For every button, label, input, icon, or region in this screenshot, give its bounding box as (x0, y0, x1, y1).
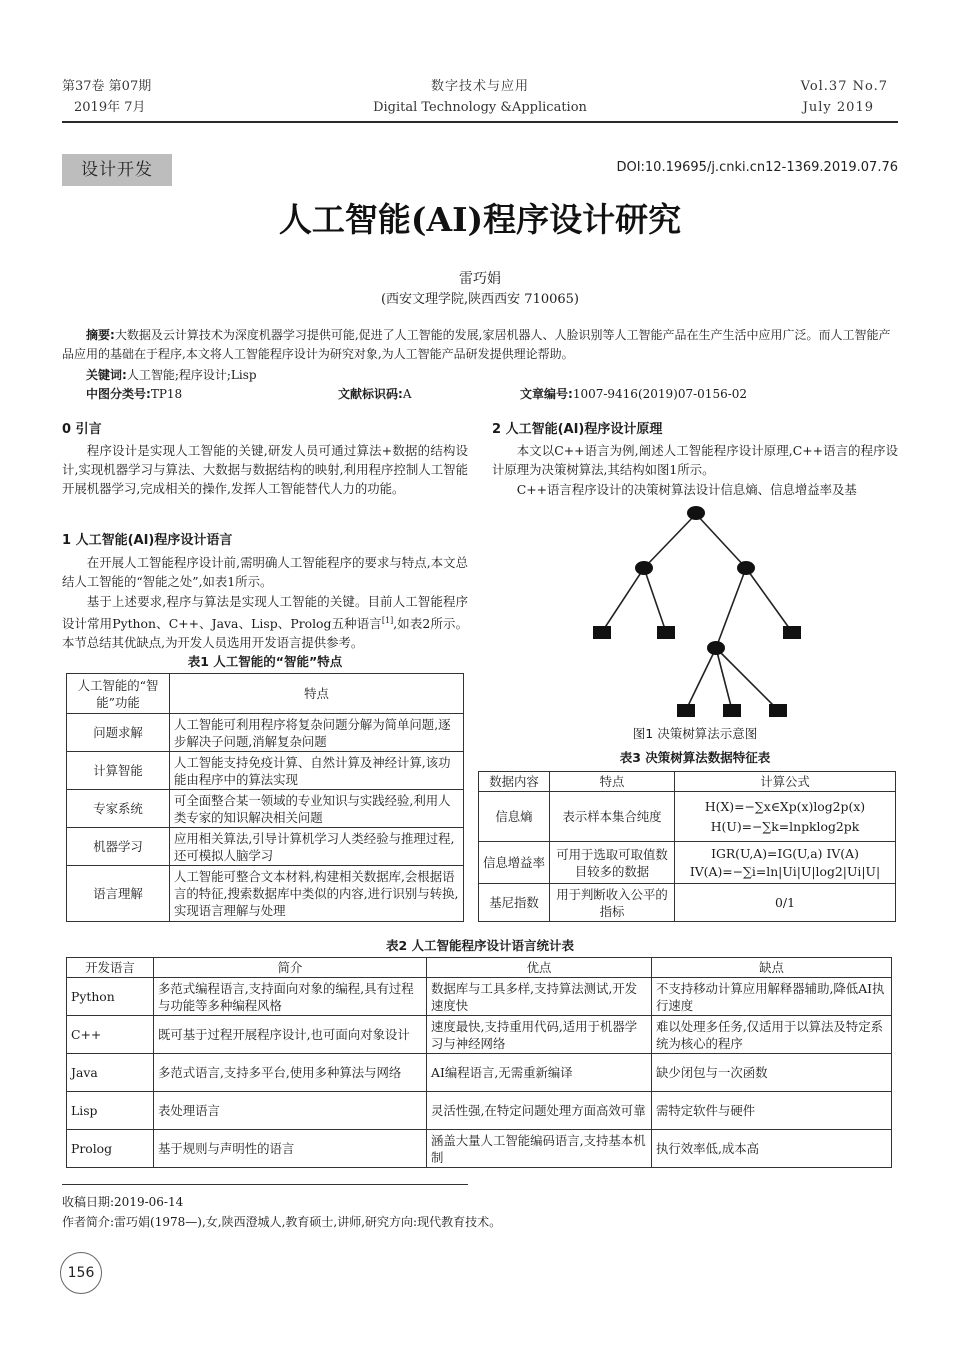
formula-cell (675, 792, 896, 842)
entropy-formula-1: H(X)=−∑x∈Xp(x)log2p(x) (704, 798, 866, 814)
table-cell: 机器学习 (67, 828, 170, 866)
tree-leaf-node (723, 704, 741, 717)
section-2-title: 2 人工智能(AI)程序设计原理 (492, 422, 663, 437)
tree-leaf-node (769, 704, 787, 717)
table-3-header-feature: 特点 (550, 772, 675, 792)
tree-edge (696, 514, 746, 568)
author-bio: 作者简介:雷巧娟(1978—),女,陕西澄城人,教育硕士,讲师,研究方向:现代教育技术。 (62, 1215, 502, 1229)
table-cell: 语言理解 (67, 866, 170, 922)
table-cell: 涵盖大量人工智能编码语言,支持基本机制 (427, 1130, 652, 1168)
table-cell: C++ (67, 1016, 154, 1054)
table-row (67, 828, 464, 866)
section-0-paragraph: 程序设计是实现人工智能的关键,研发人员可通过算法+数据的结构设计,实现机器学习与算法、大数据与数据结构的映射,利用程序控制人工智能开展机器学习,完成相关的操作,发挥人工智能替代人力的功能。 (62, 443, 468, 496)
table-row (67, 790, 464, 828)
table-row (479, 842, 896, 884)
affiliation: (西安文理学院,陕西西安 710065) (380, 292, 580, 307)
tree-edge (644, 568, 666, 632)
tree-leaf-node (657, 626, 675, 639)
section-tag: 设计开发 (62, 154, 172, 186)
table-3-caption: 表3 决策树算法数据特征表 (619, 750, 771, 765)
section-2-paragraph-2: C++语言程序设计的决策树算法设计信息熵、信息增益率及基 (516, 482, 857, 497)
table-cell: 既可基于过程开展程序设计,也可面向对象设计 (154, 1016, 427, 1054)
table-cell: 信息熵 (479, 792, 550, 842)
table-cell: 专家系统 (67, 790, 170, 828)
table-3-header-formula: 计算公式 (675, 772, 896, 792)
paper-title: 人工智能(AI)程序设计研究 (278, 200, 682, 239)
table-3 (478, 771, 896, 922)
section-2-paragraph-1: 本文以C++语言为例,阐述人工智能程序设计原理,C++语言的程序设计原理为决策树算法,其结构如图1所示。 (492, 443, 898, 477)
tree-leaf-node (677, 704, 695, 717)
abstract-label: 摘要: (86, 328, 115, 342)
section-1-paragraph-2-tail: ,如表2所示。本节总结其优缺点,为开发人员选用开发语言提供参考。 (62, 616, 468, 651)
table-row (67, 1092, 892, 1130)
tree-internal-node (707, 641, 725, 655)
table-cell: 多范式语言,支持多平台,使用多种算法与网络 (154, 1054, 427, 1092)
table-2-header-pros: 优点 (427, 958, 652, 978)
decision-tree-figure (580, 500, 820, 720)
table-2-header-intro: 简介 (154, 958, 427, 978)
table-cell: 不支持移动计算应用解释器辅助,降低AI执行速度 (652, 978, 892, 1016)
gini-formula: 0/1 (675, 884, 896, 922)
table-row (67, 958, 892, 978)
table-cell: 执行效率低,成本高 (652, 1130, 892, 1168)
table-1-header-feature: 特点 (170, 674, 464, 714)
section-1-paragraph-1: 在开展人工智能程序设计前,需明确人工智能程序的要求与特点,本文总结人工智能的“智能之处”,如表1所示。 (62, 555, 468, 589)
table-cell: 用于判断收入公平的指标 (550, 884, 675, 922)
keywords (86, 366, 886, 385)
table-cell: 人工智能可利用程序将复杂问题分解为简单问题,逐步解决子问题,消解复杂问题 (170, 714, 464, 752)
tree-edge (644, 514, 696, 568)
table-row (67, 1054, 892, 1092)
formula-cell (675, 842, 896, 884)
section-1-paragraph-2 (62, 592, 468, 652)
gain-ratio-formula-2: IV(A)=−∑i=ln|Ui|U|log2|Ui|U| (689, 863, 881, 879)
table-cell: Prolog (67, 1130, 154, 1168)
table-cell: 可全面整合某一领域的专业知识与实践经验,利用人类专家的知识解决相关问题 (170, 790, 464, 828)
author: 雷巧娟 (459, 271, 501, 287)
table-2 (66, 957, 892, 1168)
table-cell: 速度最快,支持重用代码,适用于机器学习与神经网络 (427, 1016, 652, 1054)
table-row (479, 792, 896, 842)
page-number-badge: 156 (60, 1252, 102, 1294)
tree-edge (602, 568, 644, 632)
abstract-text: 大数据及云计算技术为深度机器学习提供可能,促进了人工智能的发展,家居机器人、人脸识别等人工智能产品在生产生活中应用广泛。而人工智能产品应用的基础在于程序,本文将人工智能程序设计为研究对象,为人工智能产品研发提供理论帮助。 (62, 328, 891, 361)
journal-volume-en: Vol.37 No.7 (800, 79, 888, 94)
tree-edge (746, 568, 792, 632)
table-cell: AI编程语言,无需重新编译 (427, 1054, 652, 1092)
table-row (67, 674, 464, 714)
table-row (67, 1016, 892, 1054)
table-cell: 可用于选取可取值数目较多的数据 (550, 842, 675, 884)
table-cell: 表处理语言 (154, 1092, 427, 1130)
table-2-header-cons: 缺点 (652, 958, 892, 978)
table-row (67, 978, 892, 1016)
table-row (479, 884, 896, 922)
table-1-caption: 表1 人工智能的“智能”特点 (187, 654, 343, 669)
table-cell: 基尼指数 (479, 884, 550, 922)
journal-volume-cn: 第37卷 第07期 (62, 79, 152, 94)
entropy-formula-2: H(U)=−∑k=lnpklog2pk (710, 818, 860, 834)
journal-name-en: Digital Technology &Application (373, 100, 587, 115)
table-cell: 基于规则与声明性的语言 (154, 1130, 427, 1168)
table-cell: 难以处理多任务,仅适用于以算法及特定系统为核心的程序 (652, 1016, 892, 1054)
table-cell: 多范式编程语言,支持面向对象的编程,具有过程与功能等多种编程风格 (154, 978, 427, 1016)
table-cell: 缺少闭包与一次函数 (652, 1054, 892, 1092)
table-2-caption: 表2 人工智能程序设计语言统计表 (385, 938, 575, 953)
keywords-text: 人工智能;程序设计;Lisp (126, 368, 257, 382)
table-cell: 问题求解 (67, 714, 170, 752)
table-cell: 灵活性强,在特定问题处理方面高效可靠 (427, 1092, 652, 1130)
table-cell: Lisp (67, 1092, 154, 1130)
clc-value: TP18 (150, 387, 183, 401)
table-row (479, 772, 896, 792)
article-id-label: 文章编号: (520, 387, 573, 401)
article-id-value: 1007-9416(2019)07-0156-02 (572, 387, 748, 401)
journal-date-cn: 2019年 7月 (74, 100, 146, 115)
figure-1-caption: 图1 决策树算法示意图 (632, 726, 758, 741)
footnote-rule (62, 1184, 468, 1185)
doi: DOI:10.19695/j.cnki.cn12-1369.2019.07.76 (616, 160, 898, 175)
table-3-header-content: 数据内容 (479, 772, 550, 792)
table-row (67, 1130, 892, 1168)
table-cell: 计算智能 (67, 752, 170, 790)
table-cell: 表示样本集合纯度 (550, 792, 675, 842)
received-date: 收稿日期:2019-06-14 (62, 1195, 184, 1209)
section-1-title: 1 人工智能(AI)程序设计语言 (62, 533, 233, 548)
tree-root-node (687, 506, 705, 520)
table-row (67, 714, 464, 752)
table-2-header-language: 开发语言 (67, 958, 154, 978)
tree-edge (716, 568, 746, 648)
table-cell: 应用相关算法,引导计算机学习人类经验与推理过程,还可模拟人脑学习 (170, 828, 464, 866)
table-cell: 人工智能可整合文本材料,构建相关数据库,会根据语言的特征,搜索数据库中类似的内容,进行识别与转换,实现语言理解与处理 (170, 866, 464, 922)
tree-internal-node (635, 561, 653, 575)
table-cell: Java (67, 1054, 154, 1092)
header-rule (62, 121, 898, 123)
table-row (67, 866, 464, 922)
tree-edge (686, 648, 716, 710)
table-cell: 人工智能支持免疫计算、自然计算及神经计算,该功能由程序中的算法实现 (170, 752, 464, 790)
section-0-title: 0 引言 (62, 422, 102, 437)
doc-code-value: A (402, 387, 412, 401)
clc-label: 中图分类号: (86, 387, 151, 401)
citation-ref: [1] (381, 616, 394, 625)
tree-edge (716, 648, 732, 710)
keywords-label: 关键词: (86, 368, 127, 382)
table-row (67, 752, 464, 790)
tree-leaf-node (593, 626, 611, 639)
tree-leaf-node (783, 626, 801, 639)
table-cell: Python (67, 978, 154, 1016)
tree-internal-node (737, 561, 755, 575)
journal-name-cn: 数字技术与应用 (430, 79, 529, 94)
table-cell: 需特定软件与硬件 (652, 1092, 892, 1130)
tree-edge (716, 648, 778, 710)
gain-ratio-formula-1: IGR(U,A)=IG(U,a) IV(A) (711, 845, 859, 861)
table-cell: 数据库与工具多样,支持算法测试,开发速度快 (427, 978, 652, 1016)
table-cell: 信息增益率 (479, 842, 550, 884)
journal-date-en: July 2019 (802, 100, 874, 115)
table-1-header-function: 人工智能的“智能”功能 (67, 674, 170, 714)
section-1-paragraph-2-text: 基于上述要求,程序与算法是实现人工智能的关键。目前人工智能程序设计常用Python、C++、Java、Lisp、Prolog五种语言 (62, 594, 468, 632)
abstract (62, 326, 898, 364)
table-1 (66, 673, 464, 922)
doc-code-label: 文献标识码: (338, 387, 403, 401)
